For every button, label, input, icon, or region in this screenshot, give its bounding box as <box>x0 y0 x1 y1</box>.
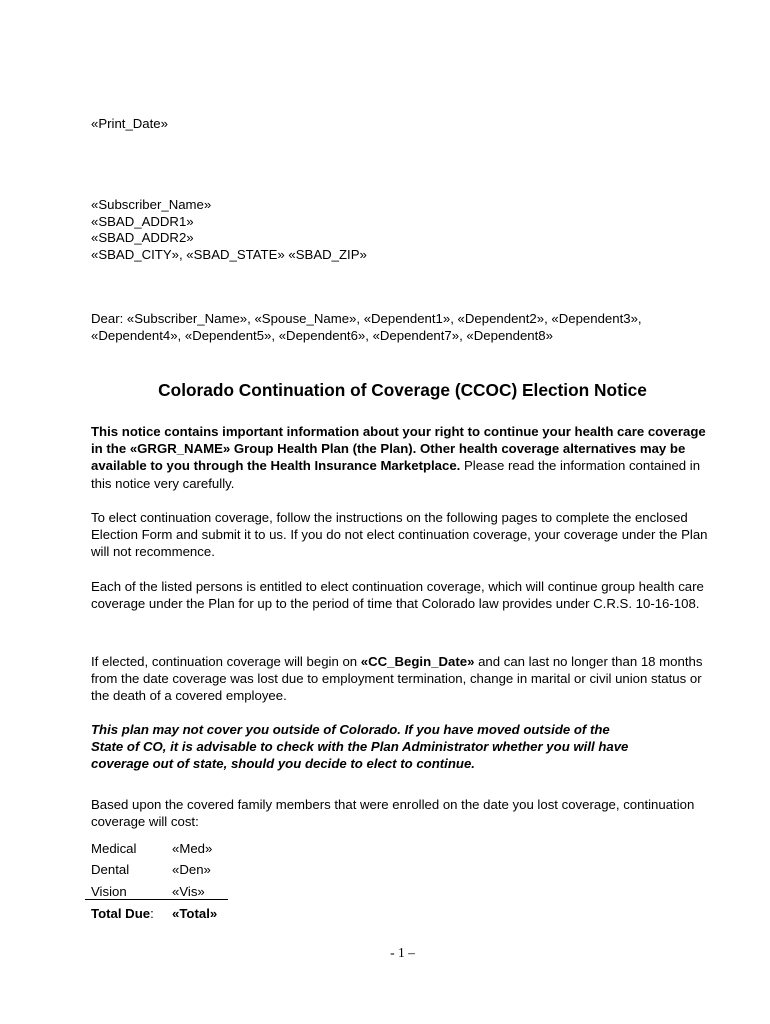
address-line-1: «SBAD_ADDR1» <box>91 213 194 229</box>
total-label-text: Total Due <box>91 906 151 921</box>
page-number: - 1 – <box>390 945 415 960</box>
cost-row-total <box>85 899 228 921</box>
cost-intro-paragraph: Based upon the covered family members that were enrolled on the date you lost coverage, continuation coverage will cost: <box>91 797 695 830</box>
intro-bold-text: This notice contains important information about your right to continue your health care coverage in the «GRGR_NAME» Group Health Plan (the Plan). Other health coverage alternatives may be available to you through the Health Insurance Marketplace. <box>91 424 706 474</box>
cost-row-medical <box>85 834 228 856</box>
medical-label: Medical <box>91 840 137 856</box>
vision-value: «Vis» <box>172 877 228 899</box>
total-label-colon: : <box>150 906 154 921</box>
address-line-2: «SBAD_ADDR2» <box>91 230 194 245</box>
warning-line-2: State of CO, it is advisable to check with the Plan Administrator whether you will have <box>91 739 629 755</box>
salutation <box>91 311 642 344</box>
elect-paragraph: To elect continuation coverage, follow the instructions on the following pages to complete the enclosed Election Form and submit it to us. If you do not elect continuation coverage, your coverage under the Plan will not recommence. <box>91 510 708 560</box>
salutation-line-1: Dear: «Subscriber_Name», «Spouse_Name», «Dependent1», «Dependent2», «Dependent3», <box>91 311 642 326</box>
cost-table <box>85 834 228 921</box>
cc-begin-date: «CC_Begin_Date» <box>360 654 475 669</box>
salutation-line-2: «Dependent4», «Dependent5», «Dependent6», «Dependent7», «Dependent8» <box>91 327 553 343</box>
begin-date-paragraph <box>91 653 721 705</box>
address-city-state-zip: «SBAD_CITY», «SBAD_STATE» «SBAD_ZIP» <box>91 246 367 262</box>
intro-paragraph <box>91 423 721 492</box>
medical-value: «Med» <box>172 840 213 856</box>
notice-title: Colorado Continuation of Coverage (CCOC) Election Notice <box>158 380 647 400</box>
intro-normal-text: Please read the information contained in this notice very carefully. <box>91 458 701 491</box>
address-name: «Subscriber_Name» <box>91 197 212 212</box>
out-of-state-warning <box>91 721 628 773</box>
warning-line-1: This plan may not cover you outside of Colorado. If you have moved outside of the <box>91 722 610 737</box>
begin-text-before: If elected, continuation coverage will begin on <box>91 654 361 669</box>
dental-value: «Den» <box>172 862 211 877</box>
print-date: «Print_Date» <box>91 116 168 131</box>
warning-line-3: coverage out of state, should you decide to elect to continue. <box>91 756 475 772</box>
total-label <box>85 899 172 921</box>
cost-row-vision <box>85 877 228 899</box>
total-value: «Total» <box>172 906 218 921</box>
begin-text-after: and can last no longer than 18 months from the date coverage was lost due to employment termination, change in marital or civil union status or the death of a covered employee. <box>91 654 703 704</box>
address-block <box>91 197 367 263</box>
dental-label: Dental <box>91 862 130 877</box>
cost-row-dental <box>85 856 228 878</box>
vision-label: Vision <box>85 877 172 899</box>
entitled-paragraph: Each of the listed persons is entitled to elect continuation coverage, which will continue group health care coverage under the Plan for up to the period of time that Colorado law provides under C.R.S. 10-16-108. <box>91 579 704 612</box>
